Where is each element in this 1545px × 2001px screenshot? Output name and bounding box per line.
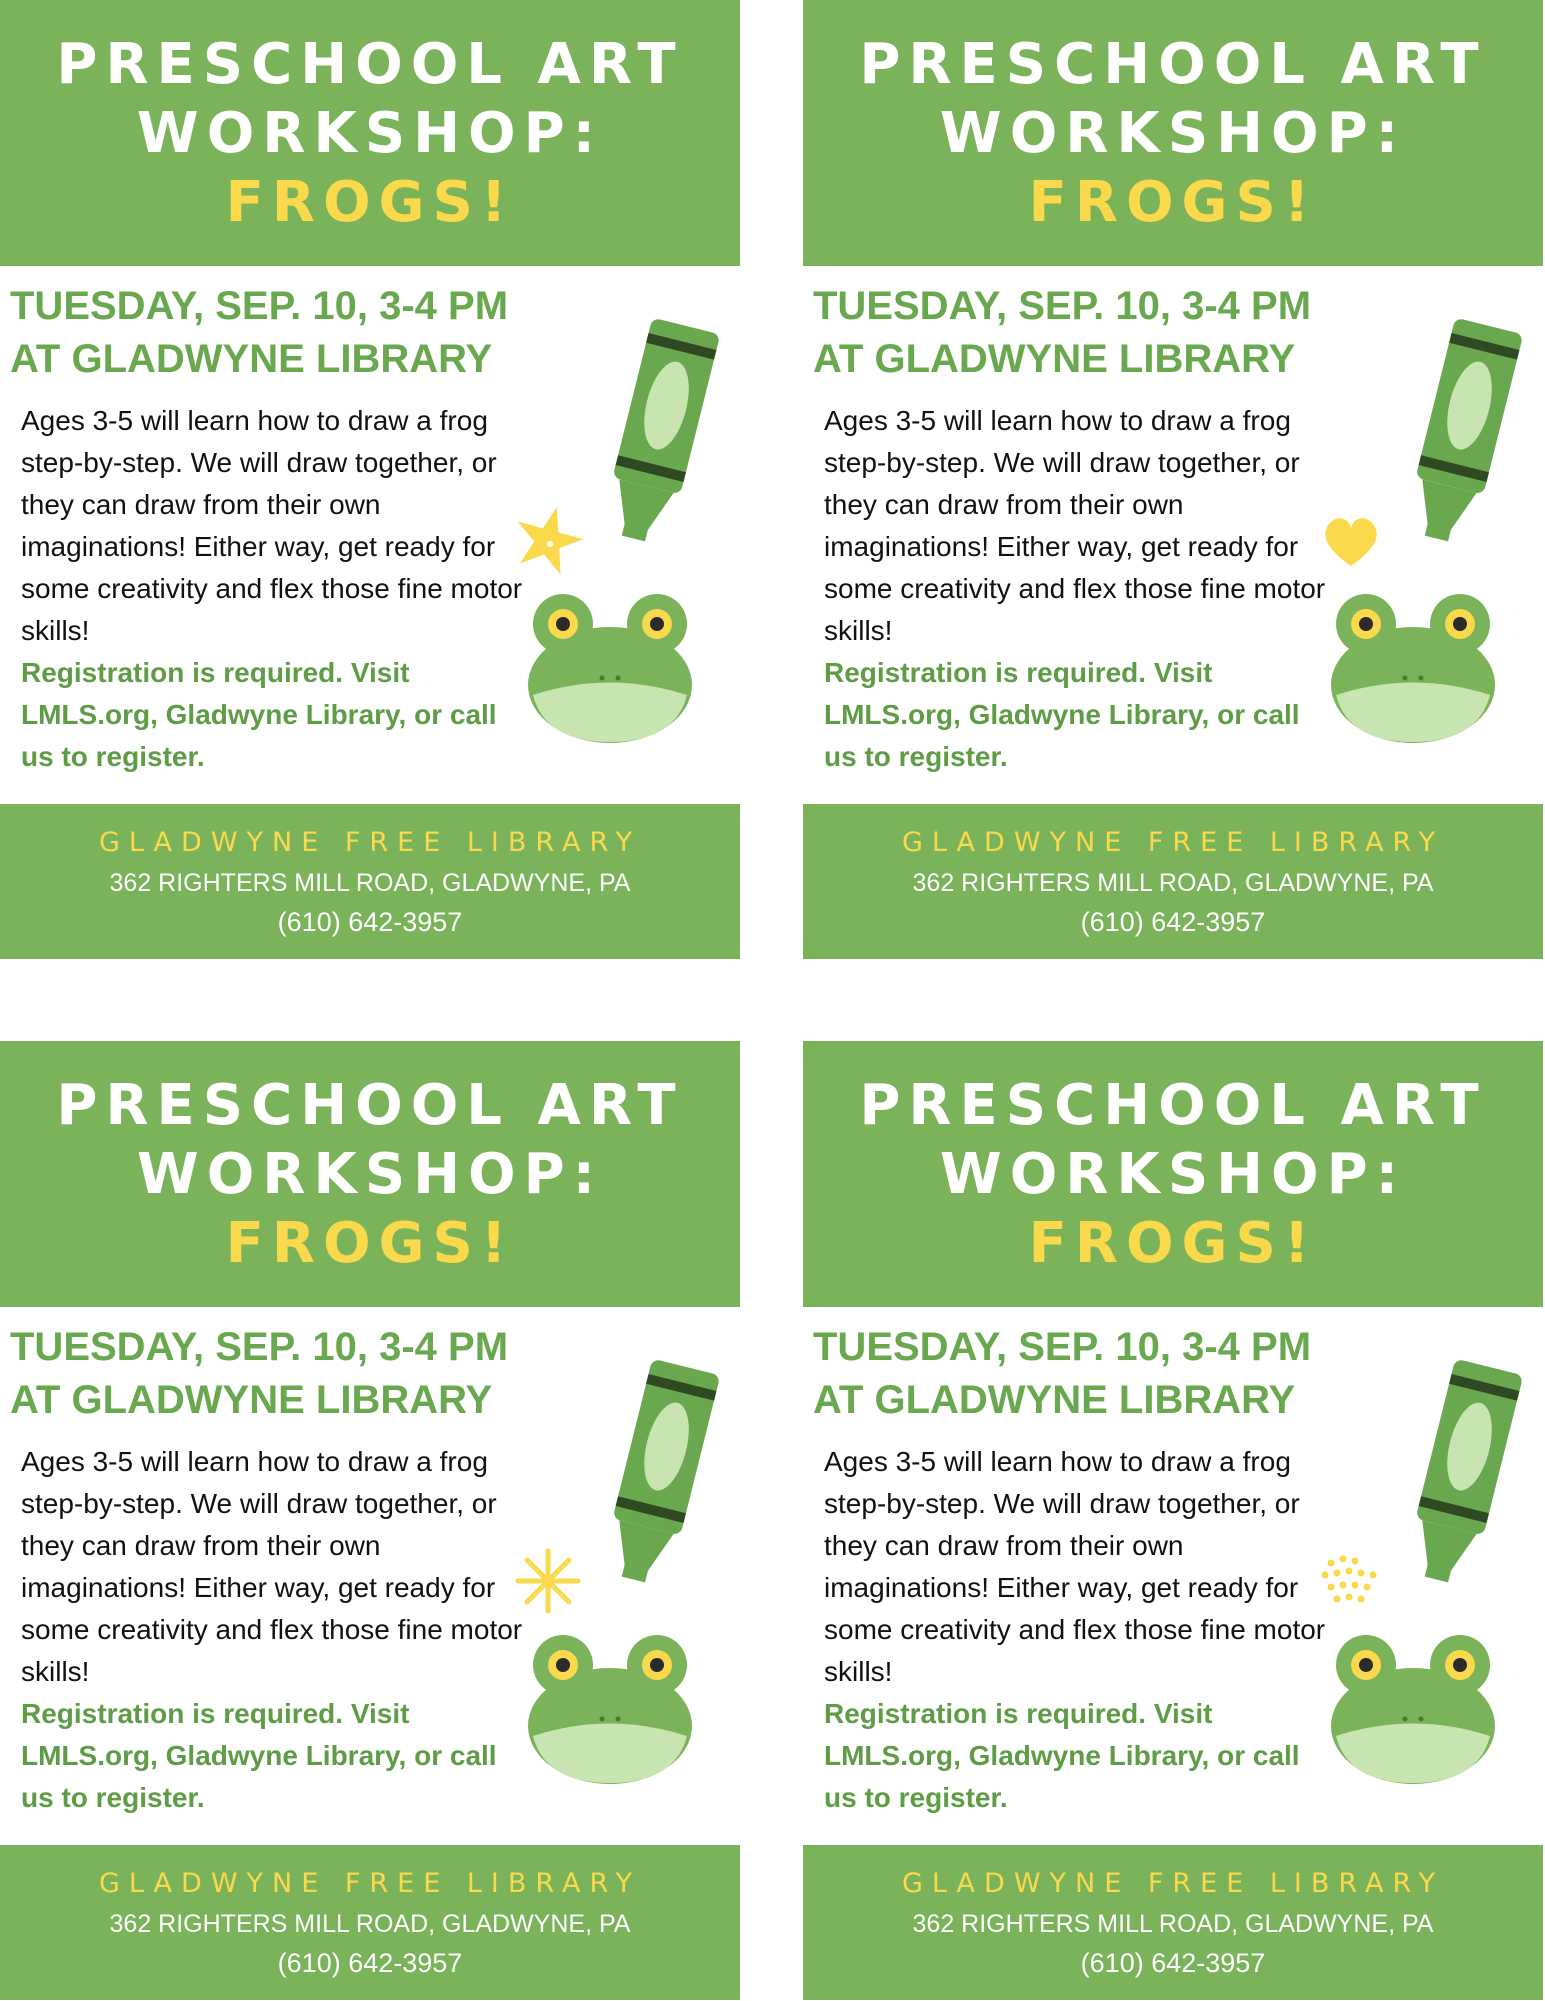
flyer-header: [0, 1041, 740, 1307]
library-address: 362 RIGHTERS MILL ROAD, GLADWYNE, PA: [912, 869, 1434, 897]
registration-note: Registration is required. Visit LMLS.org, Gladwyne Library, or call us to register.: [824, 1698, 1300, 1813]
library-footer: [803, 804, 1543, 959]
dots-icon: [1311, 1541, 1391, 1621]
library-name: GLADWYNE FREE LIBRARY: [98, 827, 642, 858]
flyer-header: [0, 0, 740, 266]
library-phone: (610) 642-3957: [277, 907, 463, 937]
green-crayon-icon: [1393, 1356, 1533, 1606]
event-date: TUESDAY, SEP. 10, 3-4 PM: [10, 284, 509, 328]
flyer-header: [803, 0, 1543, 266]
title-line-3: FROGS!: [225, 170, 515, 235]
event-date: TUESDAY, SEP. 10, 3-4 PM: [813, 284, 1312, 328]
frog-face-icon: [1328, 590, 1498, 745]
flyer-card-top-right: [803, 0, 1543, 960]
title-line-2: WORKSHOP:: [136, 1142, 604, 1207]
event-description: Ages 3-5 will learn how to draw a frog step-by-step. We will draw together, or they can draw from their own imaginations! Either way, get ready for some creativity and flex those fine motor skills!: [824, 405, 1326, 646]
registration-note: Registration is required. Visit LMLS.org, Gladwyne Library, or call us to register.: [824, 657, 1300, 772]
library-address: 362 RIGHTERS MILL ROAD, GLADWYNE, PA: [109, 1910, 631, 1938]
event-location: AT GLADWYNE LIBRARY: [10, 1378, 493, 1422]
burst-icon: [508, 1541, 588, 1621]
title-line-2: WORKSHOP:: [939, 1142, 1407, 1207]
event-description: Ages 3-5 will learn how to draw a frog step-by-step. We will draw together, or they can draw from their own imaginations! Either way, get ready for some creativity and flex those fine motor skills!: [21, 1446, 523, 1687]
title-line-1: PRESCHOOL ART: [859, 32, 1487, 97]
frog-face-icon: [525, 1631, 695, 1786]
event-location: AT GLADWYNE LIBRARY: [813, 337, 1296, 381]
event-description: Ages 3-5 will learn how to draw a frog step-by-step. We will draw together, or they can draw from their own imaginations! Either way, get ready for some creativity and flex those fine motor skills!: [824, 1446, 1326, 1687]
library-name: GLADWYNE FREE LIBRARY: [98, 1868, 642, 1899]
title-line-2: WORKSHOP:: [136, 101, 604, 166]
title-line-1: PRESCHOOL ART: [859, 1073, 1487, 1138]
title-line-3: FROGS!: [1028, 170, 1318, 235]
title-line-1: PRESCHOOL ART: [56, 32, 684, 97]
star-icon: [508, 500, 588, 580]
flyer-card-bottom-right: [803, 1041, 1543, 2001]
library-phone: (610) 642-3957: [1080, 1948, 1266, 1978]
library-address: 362 RIGHTERS MILL ROAD, GLADWYNE, PA: [109, 869, 631, 897]
frog-face-icon: [1328, 1631, 1498, 1786]
flyer-card-top-left: [0, 0, 740, 960]
library-name: GLADWYNE FREE LIBRARY: [901, 827, 1445, 858]
event-description: Ages 3-5 will learn how to draw a frog step-by-step. We will draw together, or they can draw from their own imaginations! Either way, get ready for some creativity and flex those fine motor skills!: [21, 405, 523, 646]
heart-icon: [1311, 500, 1391, 580]
green-crayon-icon: [590, 315, 730, 565]
registration-note: Registration is required. Visit LMLS.org, Gladwyne Library, or call us to register.: [21, 1698, 497, 1813]
library-footer: [803, 1845, 1543, 2000]
library-footer: [0, 1845, 740, 2000]
event-location: AT GLADWYNE LIBRARY: [10, 337, 493, 381]
library-footer: [0, 804, 740, 959]
library-name: GLADWYNE FREE LIBRARY: [901, 1868, 1445, 1899]
title-line-1: PRESCHOOL ART: [56, 1073, 684, 1138]
green-crayon-icon: [1393, 315, 1533, 565]
library-phone: (610) 642-3957: [277, 1948, 463, 1978]
flyer-card-bottom-left: [0, 1041, 740, 2001]
frog-face-icon: [525, 590, 695, 745]
green-crayon-icon: [590, 1356, 730, 1606]
title-line-3: FROGS!: [1028, 1211, 1318, 1276]
event-date: TUESDAY, SEP. 10, 3-4 PM: [10, 1325, 509, 1369]
library-address: 362 RIGHTERS MILL ROAD, GLADWYNE, PA: [912, 1910, 1434, 1938]
library-phone: (610) 642-3957: [1080, 907, 1266, 937]
event-location: AT GLADWYNE LIBRARY: [813, 1378, 1296, 1422]
title-line-2: WORKSHOP:: [939, 101, 1407, 166]
registration-note: Registration is required. Visit LMLS.org, Gladwyne Library, or call us to register.: [21, 657, 497, 772]
title-line-3: FROGS!: [225, 1211, 515, 1276]
flyer-header: [803, 1041, 1543, 1307]
event-date: TUESDAY, SEP. 10, 3-4 PM: [813, 1325, 1312, 1369]
